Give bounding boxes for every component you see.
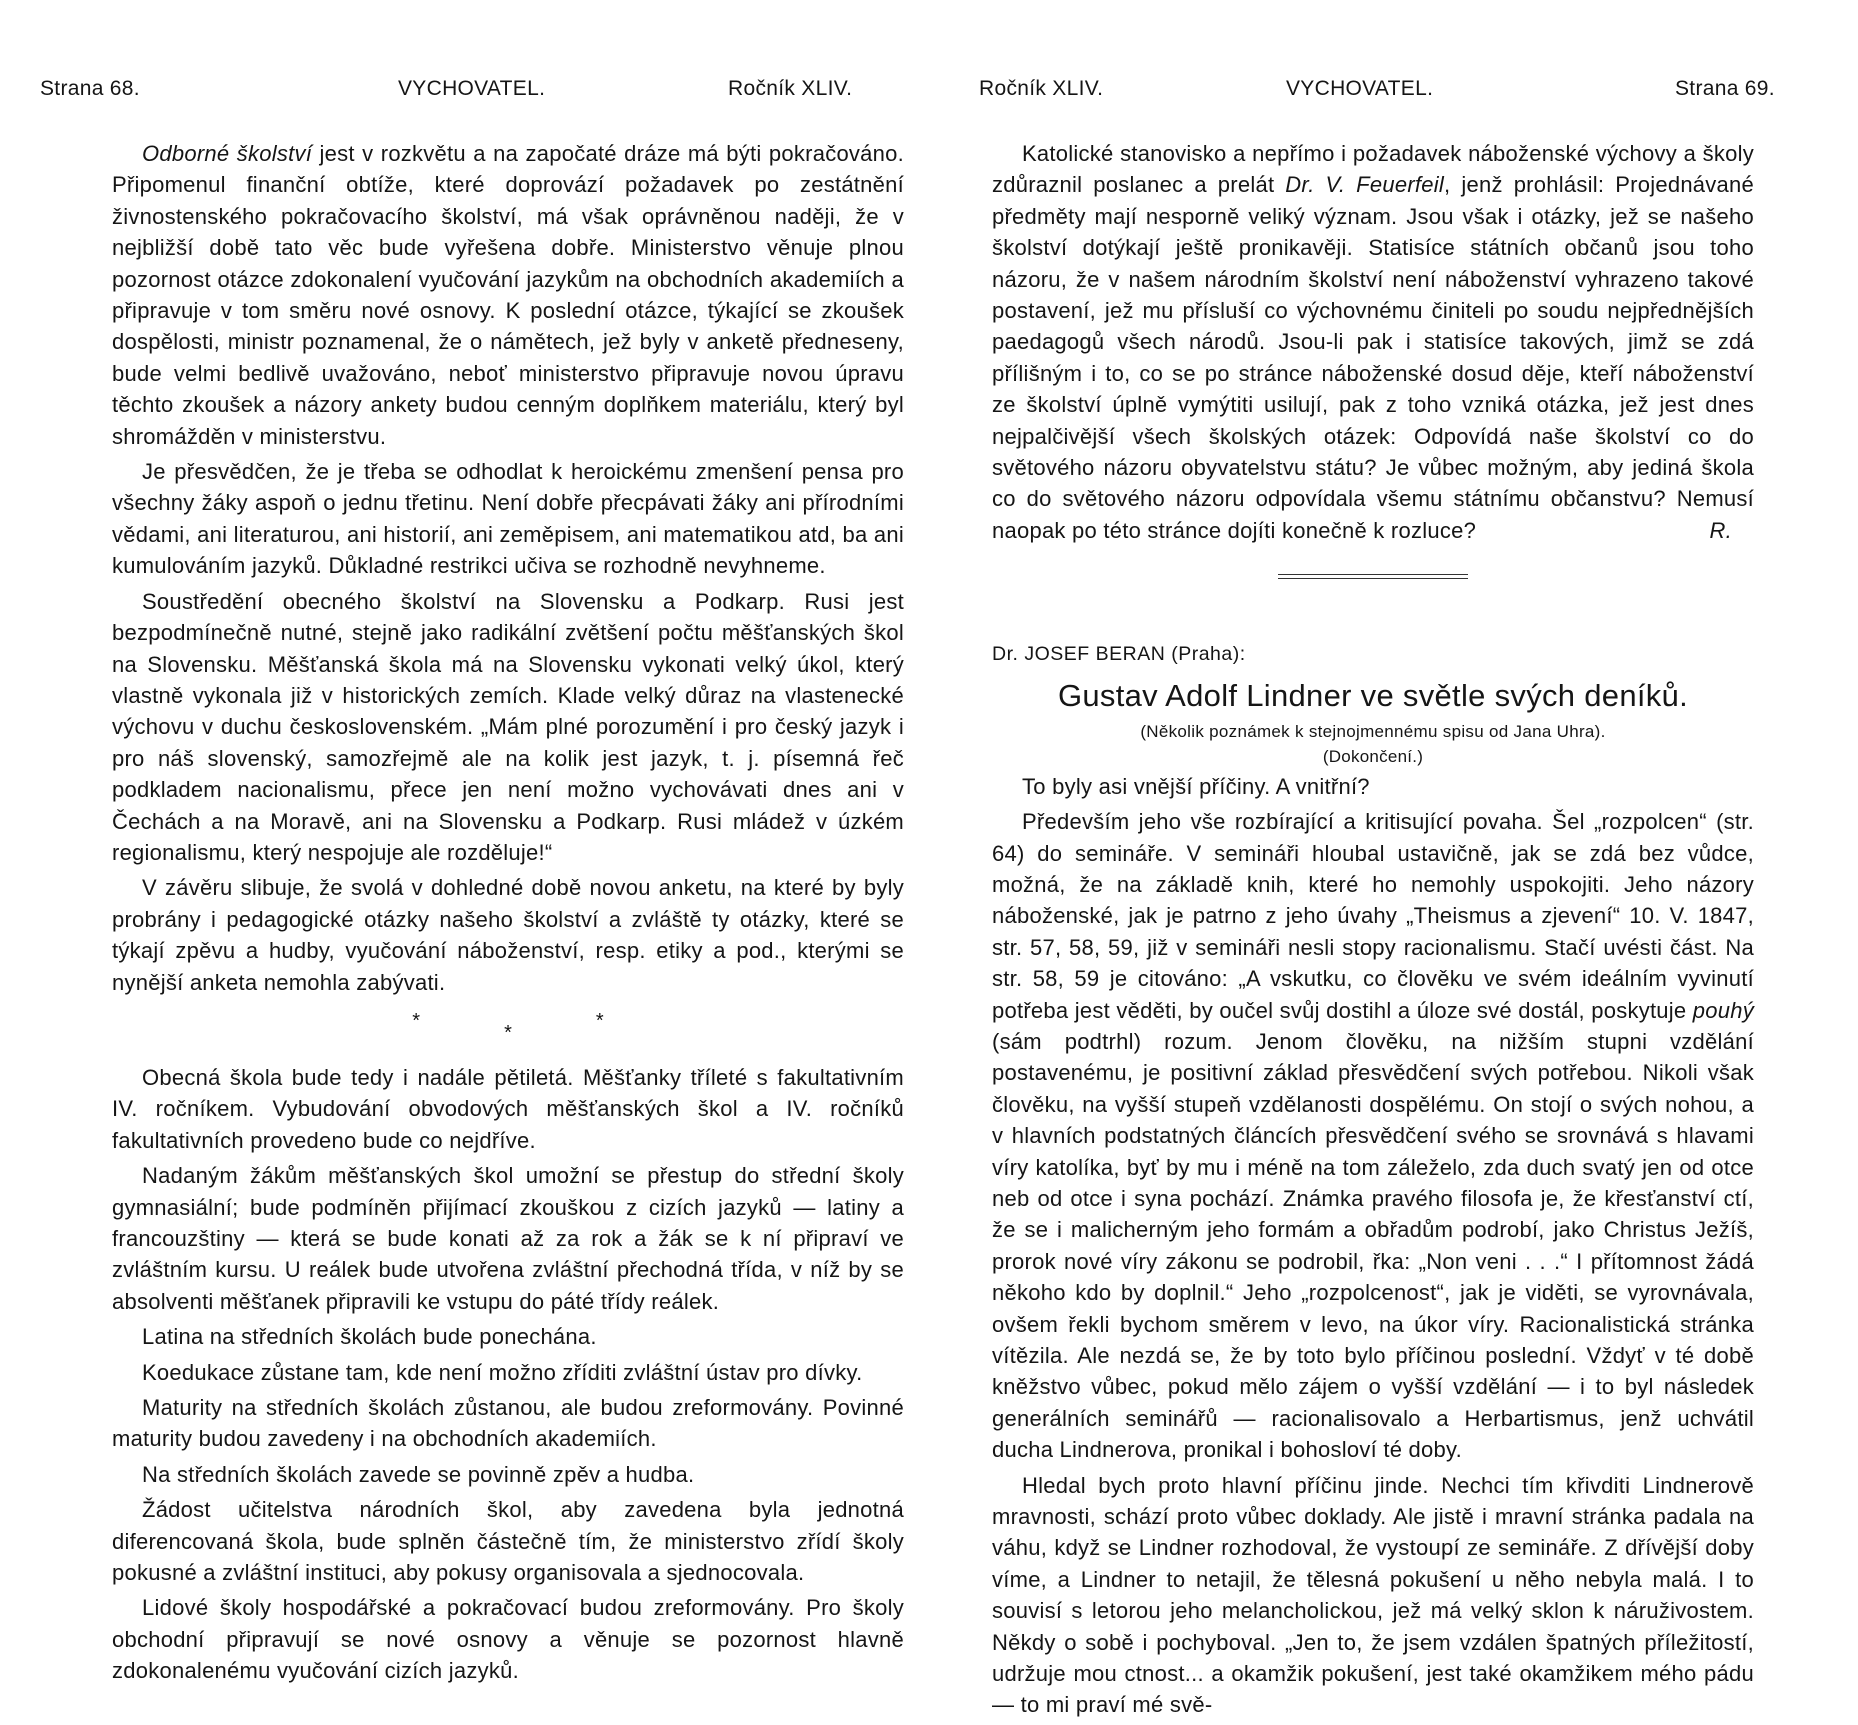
left-volume: Ročník XLIV. — [728, 77, 853, 100]
paragraph: Na středních školách zavede se povinně zpěv a hudba. — [142, 1461, 695, 1487]
signature: R. — [1709, 517, 1732, 543]
person-name: Dr. V. Feuerfeil — [1285, 172, 1445, 198]
star-glyph: * — [412, 1009, 421, 1032]
paragraph: Maturity na středních školách zůstanou, ale budou zreformovány. Povinné maturity budou zavedeny i na obchodních akademiích. — [112, 1395, 904, 1452]
paragraph: Hledal bych proto hlavní příčinu jinde. Nechci tím křivditi Lindnerově mravnosti, schází proto vůbec doklady. Ale jistě i mravní stránka padala na váhu, když se Lindner rozhodoval, že vystoupí ze semináře. Z dřívější doby víme, a Lindner to netajil, že tělesná pokušení u něho nebyla malá. I to souvisí s letorou jeho melancholickou, jež má velký sklon k náruživostem. Někdy o sobě i pochyboval. „Jen to, že jsem vzdálen špatných příležitostí, udržuje mou ctnost... a okamžik pokušení, jest také okamžikem mého pádu — to mi praví mé svě- — [992, 1472, 1754, 1718]
paragraph: Obecná škola bude tedy i nadále pětiletá. Měšťanky tříleté s fakultativním IV. ročníkem. Vybudování obvodových měšťanských škol a IV. ročníků fakultativních provedeno bude co nejdříve. — [112, 1064, 904, 1153]
paragraph — [992, 806, 1754, 1466]
star-glyph: * — [595, 1009, 604, 1032]
paragraph: Je přesvědčen, že je třeba se odhodlat k heroickému zmenšení pensa pro všechny žáky aspoň o jednu třetinu. Není dobře přecpávati žáky ani přírodními vědami, ani literaturou, ani historií, ani zeměpisem, ani matematikou atd, ba ani kumulováním jazyků. Důkladné restrikci učiva se rozhodně nevyhneme. — [112, 459, 904, 579]
paragraph-text: (sám podtrhl) rozum. Jenom člověku, na nižším stupni vzdělání postavenému, je positivní základ přesvědčení svých potřebou. Nikoli však člověku, na vyšší stupeň vzdělanosti dospělému. On stojí o svých nohou, a v hlavních podstatných článcích přesvědčení svého se srovnává s hlavami víry katolíka, byť by mu i méně na tom záleželo, zda duch svatý jen od otce neb od otce i syna pochází. Známka pravého filosofa je, že křesťanství ctí, že se i malicherným jeho formám a obřadům podrobí, jako Christus Ježíš, prorok nové víry zákonu se podrobil, řka: „Non veni . . .“ I přítomnost žádá někoho kdo by doplnil.“ Jeho „rozpolcenost“, jak je viděti, se vyrovnávala, ovšem řekli bychom směrem v levo, na úkor víry. Racionalistická stránka vítězila. Ale nezdá se, že by toto bylo příčinou poslední. Vždyť v té době kněžstvo vůbec, pokud mělo zájem o vyšší vzdělání — i to byl následek generálních seminářů — racionalisovalo a Herbartismus, jenž uchvátil ducha Lindnerova, pronikal i bohosloví té doby. — [992, 1028, 1754, 1463]
right-journal-title: VYCHOVATEL. — [1286, 77, 1434, 100]
emphasis-lead: Odborné školství — [142, 141, 313, 166]
paragraph: Žádost učitelstva národních škol, aby zavedena byla jednotná diferencovaná škola, bude splněn částečně tím, že ministerstvo zřídí školy pokusné a zvláštní instituci, aby pokusy organisovala a sjednocovala. — [112, 1497, 904, 1586]
article-subtitle: (Několik poznámek k stejnojmennému spisu od Jana Uhra). — [1140, 721, 1606, 741]
left-page-number: Strana 68. — [40, 77, 140, 100]
paragraph — [112, 138, 904, 452]
right-volume: Ročník XLIV. — [979, 77, 1104, 100]
paragraph-text: Katolické stanovisko a nepřímo i požadavek náboženské výchovy a školy zdůraznil poslanec a prelát — [992, 141, 1754, 198]
right-body-text — [992, 138, 1754, 1725]
star-glyph: * — [504, 1021, 512, 1044]
paragraph-text: jest v rozkvětu a na započaté dráze má býti pokračováno. Připomenul finanční obtíže, které doprovází požadavek po zestátnění živnostenského pokračovacího školství, má však oprávněnou naději, že v nejbližší době tato věc bude vyřešena dobře. Ministerstvo věnuje plnou pozornost otázce zdokonalení vyučování jazykům na obchodních akademiích a připravuje v tom směru nové osnovy. K poslední otázce, týkající se zkoušek dospělosti, ministr poznamenal, že o námětech, jež byly v anketě předneseny, bude velmi bedlivě uvažováno, neboť ministerstvo připravuje novou úpravu těchto zkoušek a názory ankety budou cenným doplňkem materiálu, který byl shromážděn v ministerstvu. — [112, 141, 904, 449]
paragraph: Lidové školy hospodářské a pokračovací budou zreformovány. Pro školy obchodní připravují se nové osnovy a věnuje se pozornost hlavně zdokonalenému vyučování cizích jazyků. — [112, 1595, 904, 1684]
paragraph-text: , jenž prohlásil: Projednávané předměty mají nesporně veliký význam. Jsou však i otázky, jež se našeho školství dotýkají ještě pronikavěji. Statisíce státních občanů jsou toho názoru, že v našem národním školství není náboženství vyhrazeno takové postavení, jež mu přísluší co výchovnému činiteli po soudu nejpřednějších paedagogů všech národů. Jsou-li pak i statisíce takových, jimž se zdá přílišným i to, co se po stránce náboženské dosud děje, kteří náboženství ze školství úplně vymýtiti usilují, pak z toho vzniká otázka, jež jest dnes nejpalčivější všech školských otázek: Odpovídá naše školství co do světového názoru obyvatelstvu státu? Je vůbec možným, aby jediná škola co do světového názoru odpovídala všemu státnímu občanstvu? Nemusí naopak po této stránce dojíti konečně k rozluce? — [992, 172, 1754, 543]
paragraph-text: Především jeho vše rozbírající a kritisující povaha. Šel „rozpolcen“ (str. 64) do semináře. V semináři hloubal ustavičně, jak se zdá bez vůdce, možná, že na základě knih, které ho nemohly uspokojiti. Jeho názory náboženské, jak je patrno z jeho úvahy „Theismus a zjevení“ 10. V. 1847, str. 57, 58, 59, již v semináři nesli stopy racionalismu. Stačí uvésti část. Na str. 58, 59 je citováno: „A vskutku, co člověku ve svém ideálním vyvinutí potřeba jest věděti, by oučel svůj dostihl a úloze své dostál, poskytuje — [992, 809, 1754, 1023]
left-journal-title: VYCHOVATEL. — [398, 77, 546, 100]
paragraph: Soustředění obecného školství na Slovensku a Podkarp. Rusi jest bezpodmínečně nutné, stejně jako radikální zvětšení počtu měšťanských škol na Slovensku. Měšťanská škola má na Slovensku vykonati velký úkol, který vlastně vykonala již v historických zemích. Klade velký důraz na vlastenecké výchovu v duchu československém. „Mám plné porozumění i pro český jazyk i pro náš slovenský, samozřejmě ale na kolik jest jazyk, t. j. písemná řeč podkladem nacionalismu, přece jen není možno vychovávati dnes ani v Čechách a na Moravě, ani na Slovensku a Podkarp. Rusi mládež v úzkém regionalismu, který nespojuje ale rozděluje!“ — [112, 588, 904, 865]
paragraph: Nadaným žákům měšťanských škol umožní se přestup do střední školy gymnasiální; bude podmíněn přijímací zkouškou z cizích jazyků — latiny a francouzštiny — která se bude konati až za rok a žák se k ní připraví ve zvláštním kursu. U reálek bude utvořena zvláštní přechodná třída, v níž by se absolventi měšťanek připravili ke vstupu do páté třídy reálek. — [112, 1163, 904, 1314]
article-author: Dr. JOSEF BERAN (Praha): — [992, 643, 1246, 666]
right-page — [929, 0, 1858, 1718]
section-divider — [1278, 574, 1468, 579]
right-page-number: Strana 69. — [1675, 77, 1775, 100]
paragraph: Latina na středních školách bude ponechána. — [142, 1324, 597, 1350]
article-title: Gustav Adolf Lindner ve světle svých deníků. — [1057, 677, 1689, 713]
emphasis-word: pouhý — [1692, 997, 1754, 1023]
paragraph: V závěru slibuje, že svolá v dohledné době novou anketu, na které by byly probrány i pedagogické otázky našeho školství a zvláště ty otázky, které se týkají zpěvu a hudby, vyučování náboženství, resp. etiky a pod., kterými se nynější anketa nemohla zabývati. — [112, 875, 904, 995]
section-separator-stars — [112, 1004, 904, 1044]
left-page — [0, 0, 929, 1684]
paragraph: Koedukace zůstane tam, kde není možno zříditi zvláštní ústav pro dívky. — [142, 1359, 863, 1385]
paragraph — [992, 138, 1754, 546]
paragraph: To byly asi vnější příčiny. A vnitřní? — [1022, 773, 1370, 799]
left-body-text — [112, 138, 904, 1691]
continuation-note: (Dokončení.) — [1322, 746, 1424, 766]
